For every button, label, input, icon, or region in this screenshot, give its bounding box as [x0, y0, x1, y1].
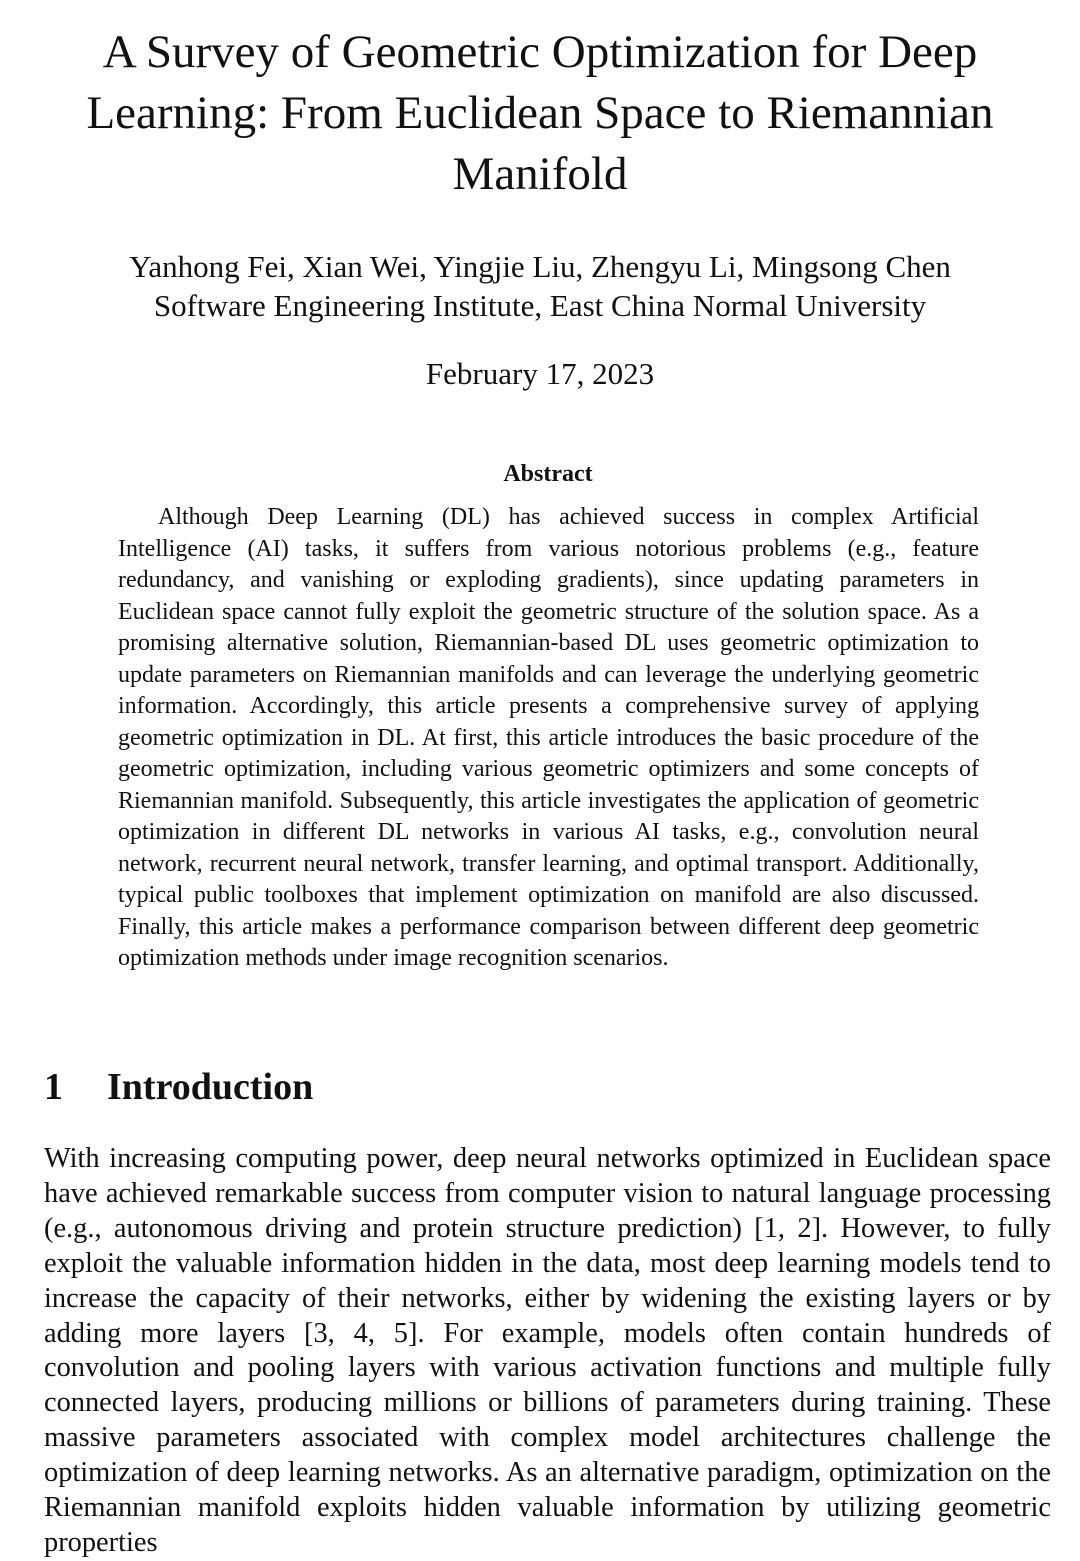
section-number: 1 — [44, 1066, 63, 1108]
paper-title: A Survey of Geometric Optimization for Deep Learning: From Euclidean Space to Riemannian Manifold — [86, 26, 994, 200]
publication-date: February 17, 2023 — [425, 356, 655, 391]
abstract-heading: Abstract — [503, 461, 593, 487]
author-list: Yanhong Fei, Xian Wei, Yingjie Liu, Zhengyu Li, Mingsong Chen — [129, 249, 951, 284]
abstract-body — [118, 502, 979, 975]
introduction-paragraph: With increasing computing power, deep neural networks optimized in Euclidean space have achieved remarkable success from computer vision to natural language processing (e.g., autonomous driving and protein structure prediction) [1, 2]. However, to fully exploit the valuable information hidden in the data, most deep learning models tend to increase the capacity of their networks, either by widening the existing layers or by adding more layers [3, 4, 5]. For example, models often contain hundreds of convolution and pooling layers with various activation functions and multiple fully connected layers, producing millions or billions of parameters during training. These massive parameters associated with complex model architectures challenge the optimization of deep learning networks. As an alternative paradigm, optimization on the Riemannian manifold exploits hidden valuable information by utilizing geometric properties — [44, 1143, 1051, 1558]
section-title: Introduction — [107, 1066, 314, 1108]
section-heading — [44, 1062, 313, 1112]
affiliation: Software Engineering Institute, East China Normal University — [153, 288, 927, 323]
abstract-text: Although Deep Learning (DL) has achieved success in complex Artificial Intelligence (AI) tasks, it suffers from various notorious problems (e.g., feature redundancy, and vanishing or exploding gradients), since updating parameters in Euclidean space cannot fully exploit the geometric structure of the solution space. As a promising alternative solution, Riemannian-based DL uses geometric optimization to update parameters on Riemannian manifolds and can leverage the underlying geometric information. Accordingly, this article presents a comprehensive survey of applying geometric optimization in DL. At first, this article introduces the basic procedure of the geometric optimization, including various geometric optimizers and some concepts of Riemannian manifold. Subsequently, this article investigates the application of geometric optimization in different DL networks in various AI tasks, e.g., convolution neural network, recurrent neural network, transfer learning, and optimal transport. Additionally, typical public toolboxes that implement optimization on manifold are also discussed. Finally, this article makes a performance comparison between different deep geometric optimization methods under image recognition scenarios. — [118, 504, 979, 971]
